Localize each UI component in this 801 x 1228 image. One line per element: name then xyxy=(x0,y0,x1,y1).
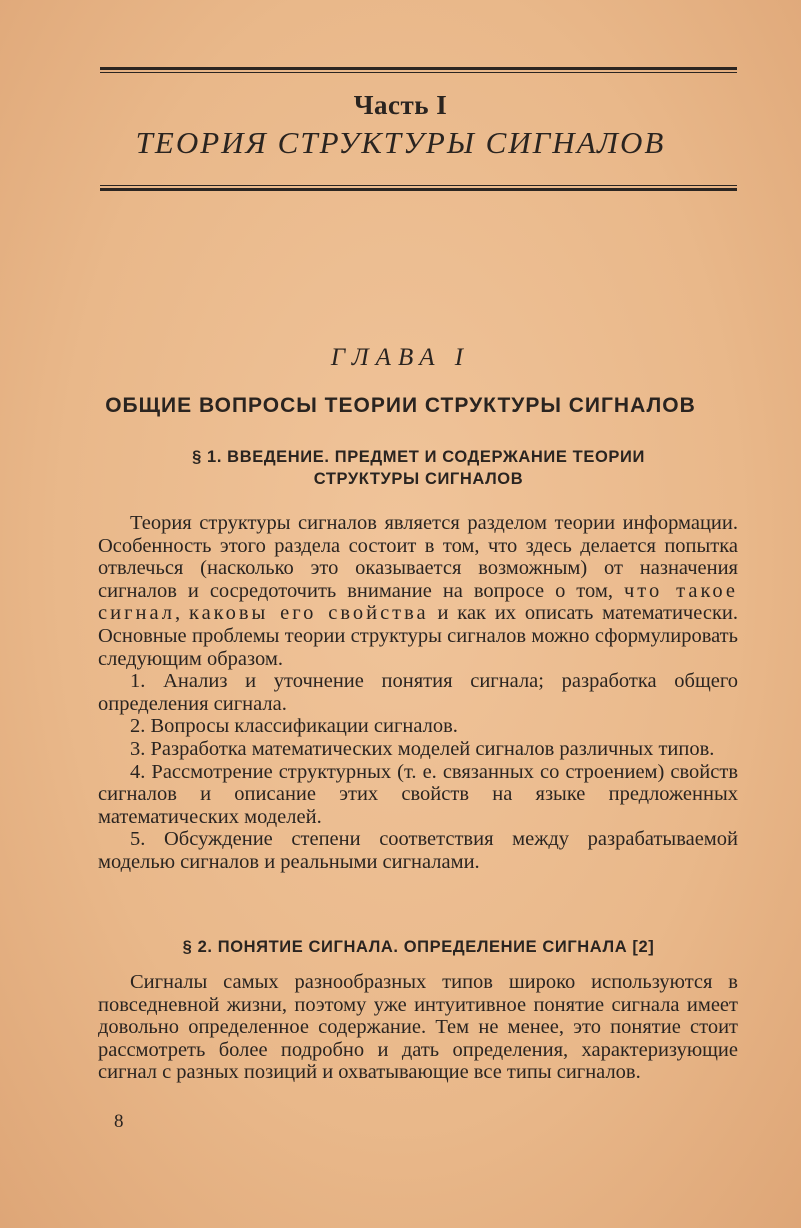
intro-paragraph: Теория структуры сигналов является разделом теории информации. Особенность этого раздела состоит в том, что здесь делается попытка отвлечься (насколько это оказывается возможным) от назначения сигналов и сосредоточить внимание на вопросе о том, что такое сигнал, каковы его свойства и как их описать математически. Основные проблемы теории структуры сигналов можно сформулировать следующим образом. xyxy=(98,512,739,670)
part-title: ТЕОРИЯ СТРУКТУРЫ СИГНАЛОВ xyxy=(135,125,666,160)
page-number: 8 xyxy=(114,1111,124,1132)
bottom-rule xyxy=(100,185,737,191)
section1-body xyxy=(98,512,738,874)
list-item-3: 3. Разработка математических моделей сигналов различных типов. xyxy=(130,737,715,760)
section2-paragraph: Сигналы самых разнообразных типов широко используются в повседневной жизни, поэтому уже интуитивное понятие сигнала имеет довольно определенное содержание. Тем не менее, это понятие стоит рассмотреть более подробно и дать определения, характеризующие сигнал с разных позиций и охватывающие все типы сигналов. xyxy=(98,971,738,1084)
chapter-title: ОБЩИЕ ВОПРОСЫ ТЕОРИИ СТРУКТУРЫ СИГНАЛОВ xyxy=(105,394,696,417)
section1-heading xyxy=(100,446,737,490)
part-number: Часть I xyxy=(353,90,448,120)
section1-heading-line2: СТРУКТУРЫ СИГНАЛОВ xyxy=(313,470,524,488)
top-rule xyxy=(100,67,737,73)
chapter-label: ГЛАВА I xyxy=(330,344,471,371)
section2-heading: § 2. ПОНЯТИЕ СИГНАЛА. ОПРЕДЕЛЕНИЕ СИГНАЛА [2] xyxy=(182,938,655,956)
list-item-2: 2. Вопросы классификации сигналов. xyxy=(130,715,458,738)
section1-heading-line1: § 1. ВВЕДЕНИЕ. ПРЕДМЕТ И СОДЕРЖАНИЕ ТЕОРИИ xyxy=(192,448,645,466)
list-item-1: 1. Анализ и уточнение понятия сигнала; разработка общего определения сигнала. xyxy=(98,670,738,715)
list-item-5: 5. Обсуждение степени соответствия между разрабатываемой моделью сигналов и реальными сигналами. xyxy=(98,828,738,873)
section2-body xyxy=(98,971,738,1084)
list-item-4: 4. Рассмотрение структурных (т. е. связанных со строением) свойств сигналов и описание этих свойств на языке предложенных математических моделей. xyxy=(98,760,738,828)
